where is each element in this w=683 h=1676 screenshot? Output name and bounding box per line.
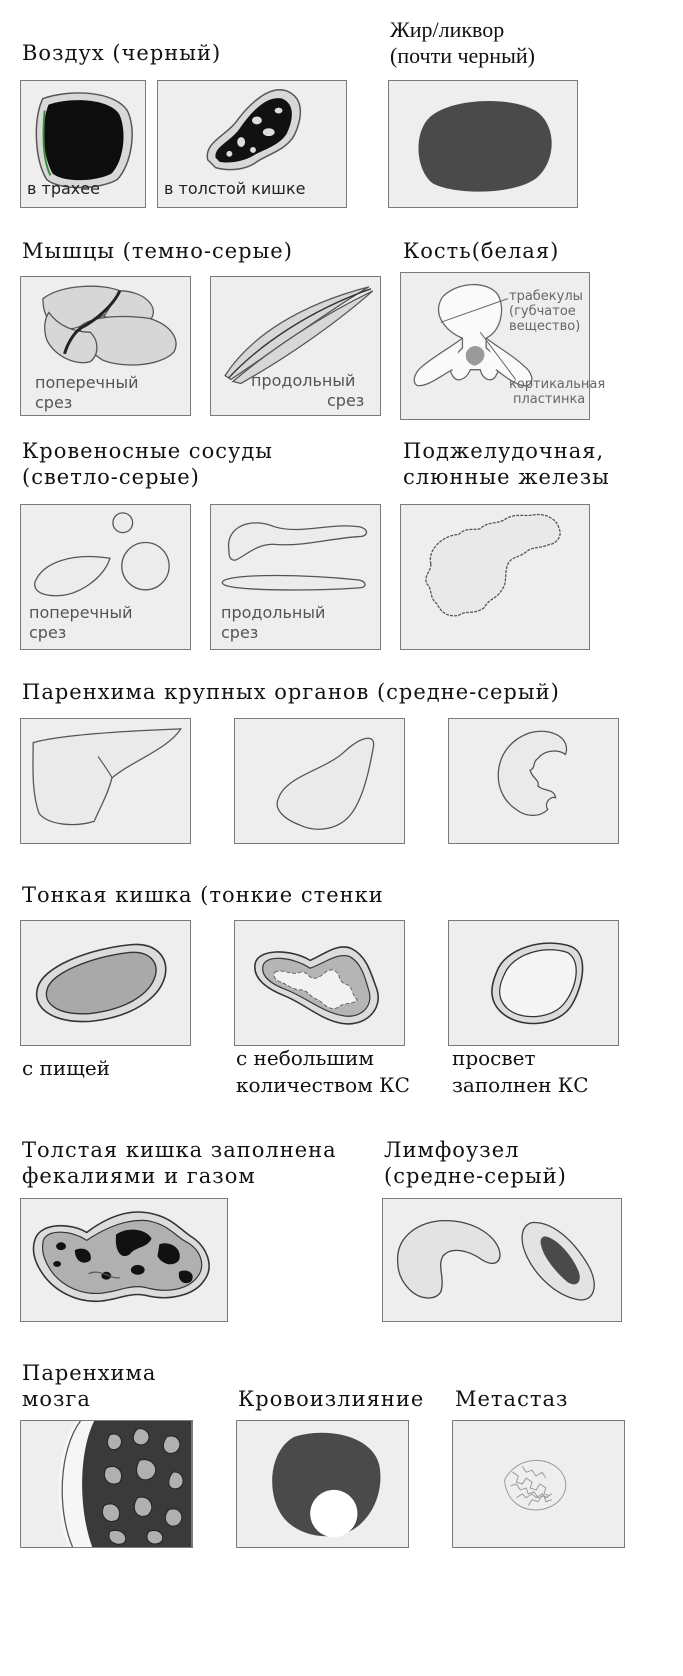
- small-bowel-caption-2-line2: количеством КС: [236, 1073, 410, 1097]
- vessels-cross-panel: [20, 504, 191, 650]
- hemorrhage-drawing: [237, 1421, 408, 1547]
- small-bowel-caption-3-line1: просвет: [452, 1046, 536, 1070]
- brain-drawing: [21, 1421, 192, 1547]
- muscle-long-panel: [210, 276, 381, 416]
- air-colon-label: в толстой кишке: [164, 179, 306, 198]
- metastasis-drawing: [453, 1421, 624, 1547]
- large-bowel-panel: [20, 1198, 228, 1322]
- small-bowel-caption-1: с пищей: [22, 1056, 110, 1080]
- bone-trab-label-2: (губчатое: [509, 304, 576, 319]
- muscle-cross-panel: [20, 276, 191, 416]
- muscle-long-label-2: срез: [327, 391, 365, 410]
- parenchyma-title: Паренхима крупных органов (средне-серый): [22, 680, 560, 704]
- vessels-cross-label-2: срез: [29, 623, 67, 642]
- small-bowel-title: Тонкая кишка (тонкие стенки: [22, 883, 384, 907]
- vessels-long-panel: [210, 504, 381, 650]
- metastasis-panel: [452, 1420, 625, 1548]
- large-bowel-title-line1: Толстая кишка заполнена: [22, 1138, 337, 1162]
- pancreas-drawing: [401, 505, 589, 649]
- bone-trab-label-1: трабекулы: [509, 289, 583, 304]
- parenchyma-spleen-panel: [234, 718, 405, 844]
- parenchyma-liver-panel: [20, 718, 191, 844]
- pancreas-title-line2: слюнные железы: [403, 465, 610, 489]
- muscle-cross-label-2: срез: [35, 393, 73, 412]
- bone-panel: [400, 272, 606, 420]
- parenchyma-liver-drawing: [21, 719, 190, 843]
- air-trachea-label: в трахее: [27, 179, 100, 198]
- small-bowel-lumen-drawing: [449, 921, 618, 1045]
- fat-title-line1: Жир/ликвор: [390, 17, 505, 42]
- bone-title: Кость(белая): [403, 239, 560, 263]
- small-bowel-contrast-drawing: [235, 921, 404, 1045]
- bone-cort-label-2: пластинка: [513, 392, 586, 407]
- lymph-panel: [382, 1198, 622, 1322]
- fat-drawing: [389, 81, 577, 207]
- large-bowel-title-line2: фекалиями и газом: [22, 1164, 256, 1188]
- pancreas-title-line1: Поджелудочная,: [403, 439, 605, 463]
- air-title: Воздух (черный): [22, 41, 222, 65]
- brain-title-line2: мозга: [22, 1387, 91, 1411]
- vessels-long-label-1: продольный: [221, 603, 326, 622]
- fat-title-line2: (почти черный): [390, 43, 535, 68]
- small-bowel-lumen-panel: [448, 920, 619, 1046]
- parenchyma-spleen-drawing: [235, 719, 404, 843]
- small-bowel-food-panel: [20, 920, 191, 1046]
- vessels-cross-label-1: поперечный: [29, 603, 133, 622]
- pancreas-panel: [400, 504, 590, 650]
- air-colon-panel: [157, 80, 347, 208]
- brain-title-line1: Паренхима: [22, 1361, 157, 1385]
- parenchyma-kidney-panel: [448, 718, 619, 844]
- small-bowel-food-drawing: [21, 921, 190, 1045]
- hemorrhage-title: Кровоизлияние: [238, 1387, 425, 1411]
- large-bowel-drawing: [21, 1199, 227, 1321]
- vessels-long-label-2: срез: [221, 623, 259, 642]
- muscle-long-label-1: продольный: [251, 371, 356, 390]
- lymph-title-line2: (средне-серый): [384, 1164, 567, 1188]
- vessels-title-line2: (светло-серые): [22, 465, 200, 489]
- metastasis-title: Метастаз: [455, 1387, 569, 1411]
- vessels-title-line1: Кровеносные сосуды: [22, 439, 273, 463]
- muscle-title: Мышцы (темно-серые): [22, 239, 293, 263]
- bone-cort-label-1: кортикальная: [509, 377, 606, 392]
- bone-trab-label-3: вещество): [509, 319, 581, 334]
- lymph-drawing: [383, 1199, 621, 1321]
- small-bowel-caption-3-line2: заполнен КС: [452, 1073, 589, 1097]
- brain-panel: [20, 1420, 193, 1548]
- air-trachea-panel: [20, 80, 146, 208]
- small-bowel-contrast-panel: [234, 920, 405, 1046]
- fat-panel: [388, 80, 578, 208]
- parenchyma-kidney-drawing: [449, 719, 618, 843]
- muscle-cross-label-1: поперечный: [35, 373, 139, 392]
- hemorrhage-panel: [236, 1420, 409, 1548]
- lymph-title-line1: Лимфоузел: [384, 1138, 520, 1162]
- small-bowel-caption-2-line1: с небольшим: [236, 1046, 374, 1070]
